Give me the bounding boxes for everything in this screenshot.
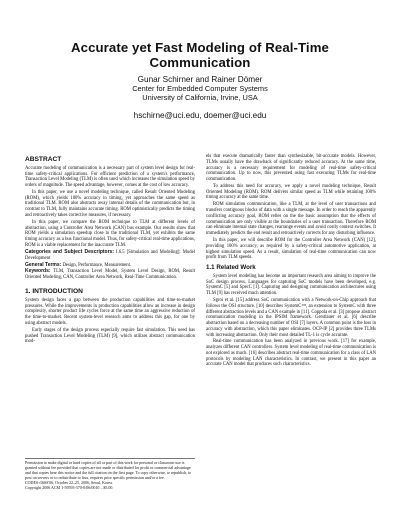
general-terms-label: General Terms:: [25, 261, 62, 268]
copyright-line: Copyright 2006 ACM 1-59593-370-0/06/0010 ...$5.00.: [25, 484, 114, 490]
related-work-paragraph-1: System level modeling has become an important research area aiming to improve the SoC design process. Languages for capturing SoC models have been developed, e.g. SystemC [5] and SpecC [1]. Capturing and designing communication architectures using TLM [9] has received much attention.: [206, 273, 376, 297]
permission-notice: Permission to make digital or hard copies of all or part of this work for personal or classroom use is granted without fee provided that copies are not made or distributed for profit or commercial advantage and that copies bear this notice and the full citation on the first page. To copy otherwise, to republish, to post on servers or to redistribute to lists, requires prior specific permission and/or a fee.: [25, 460, 192, 480]
keywords-text: TLM, Transaction Level Model, System Level Design, ROM, Result Oriented Modeling, CAN, Controller Area Network, Real-Time Communication.: [25, 269, 196, 281]
copyright-footnote: [25, 458, 195, 490]
paper-title: Accurate yet Fast Modeling of Real-Time Communication: [71, 40, 329, 70]
author-names: Gunar Schirner and Rainer Dömer: [137, 75, 263, 84]
intro-paragraph-1: System design faces a gap between the production capabilities and time-to-market pressures. While the improvements in production capabilities allow an increase in design complexity, shorter product life cycles force at the same time an aggressive reduction of the time-to-market. Recent system-level research aims to address this gap, for one by using abstract models.: [25, 297, 195, 326]
intro-paragraph-2: Early stages of the design process especially require fast simulation. This need has pushed Transaction Level Modeling (TLM) [9], which utilizes abstract communication mod-: [25, 327, 195, 345]
affiliation-line-1: Center for Embedded Computer Systems: [132, 84, 268, 93]
author-block: [20, 75, 380, 102]
categories-line: [25, 250, 195, 262]
abstract-heading: ABSTRACT: [25, 156, 62, 163]
conference-line: CODES+ISSS'06, October 22–25, 2006, Seoul, Korea.: [25, 479, 113, 485]
left-column: [25, 155, 195, 346]
related-work-paragraph-3: Real-time communication has been analyzed in previous work. [17] for example, analyzes different CAN controllers. System level modeling of real-time communication is not explored as much. [16] describes abstract real-time communication for a class of LAN protocols by modeling LAN characteristics. In contrast, we present in this paper an accurate CAN model that produces such characteristics.: [206, 339, 376, 368]
right-paragraph-4: In this paper, we will describe ROM for the Controller Area Network (CAN) [12], providing 100% accuracy, as required by a safety-critical automotive application, at highest simulation speed. As a result, simulation of real-time communication can now profit from TLM speeds.: [206, 238, 376, 261]
abstract-paragraph-1: Accurate modeling of communication is a necessary part of system level design for real-time safety-critical applications. For efficient prediction of a system's performance, Transaction Level Modeling (TLM) is often used which increases the simulation speed by orders of magnitude. The speed advantage, however, comes at the cost of low accuracy.: [25, 165, 195, 188]
right-paragraph-2: To address this need for accuracy, we apply a novel modeling technique, Result Oriented Modeling (ROM). ROM delivers similar speed as TLM while retaining 100% timing accuracy at the same time.: [206, 183, 376, 201]
right-paragraph-3: ROM simulation communication, like a TLM, at the level of user transactions and transfers contiguous blocks of data with a single message. In order to reach the apparently conflicting accuracy goal, ROM relies on the the basic assumption that the effects of communication are only visible at the boundaries of a user transaction. Therefore ROM can eliminate internal state changes, rearrange events and avoid costly context switches. It immediately predicts the end result and retroactively corrects for any disturbing influence.: [206, 202, 376, 237]
introduction-heading: 1. INTRODUCTION: [25, 288, 83, 296]
general-terms-line: [25, 263, 195, 269]
author-emails: hschirne@uci.edu, doemer@uci.edu: [133, 111, 267, 120]
abstract-paragraph-3: In this paper, we compare the ROM technique to TLM at different levels of abstraction, using a Controller Area Network (CAN) bus example. Our results show that ROM yields a simulation speedup close to the traditional TLM, yet exhibits the same timing accuracy as a bus functional model. Thus, for safety-critical real-time applications, ROM is a viable replacement for the inaccurate TLM.: [25, 219, 195, 248]
related-work-heading: 1.1 Related Work: [206, 264, 256, 272]
general-terms-text: Design, Performance, Measurement.: [62, 262, 132, 268]
right-paragraph-1: els that execute dramatically faster than synthesizable, bit-accurate models. However, TLMs usually have the drawback of significantly reduced accuracy. At the same time, accuracy is a necessary requirement for modeling of real-time safety-critical communication. Up to now, this prevented using fast executing TLMs for real-time communication.: [206, 154, 376, 182]
keywords-label: Keywords:: [25, 268, 51, 275]
keywords-line: [25, 269, 195, 281]
affiliation-line-2: University of California, Irvine, USA: [142, 93, 258, 102]
related-work-paragraph-2: Sgroi et al. [15] address SoC communication with a Network-on-Chip approach that follows the OSI structure. [10] describes SystemC™, an extension to SystemC with three different abstraction levels and a CAN example in [11]. Coppola et al. [3] propose abstract communication modeling in the IPSIM framework. Gerstlauer et al. [6] describe abstraction based on a decreasing number of OSI [7] layers. A common point is the loss in accuracy with abstraction, which this paper eliminates. OCP-IP [2] provides three TLMs with increasing abstraction. Only their most detailed TL-1 is cycle accurate.: [206, 298, 376, 338]
right-column: [206, 154, 376, 369]
categories-text: I.6.5 [Simulation and Modeling]: Model Development: [25, 249, 196, 261]
abstract-paragraph-2: In this paper, we use a novel modeling technique, called Result Oriented Modeling (ROM), which yields 100% accuracy in timing, yet approaches the same speed as traditional TLM. ROM also abstracts away internal details of the communication but, in contrast to TLM, fully maintains accurate timing. ROM optimistically predicts the timing and retroactively takes corrective measures, if necessary.: [25, 189, 195, 218]
categories-label: Categories and Subject Descriptors:: [25, 248, 114, 255]
